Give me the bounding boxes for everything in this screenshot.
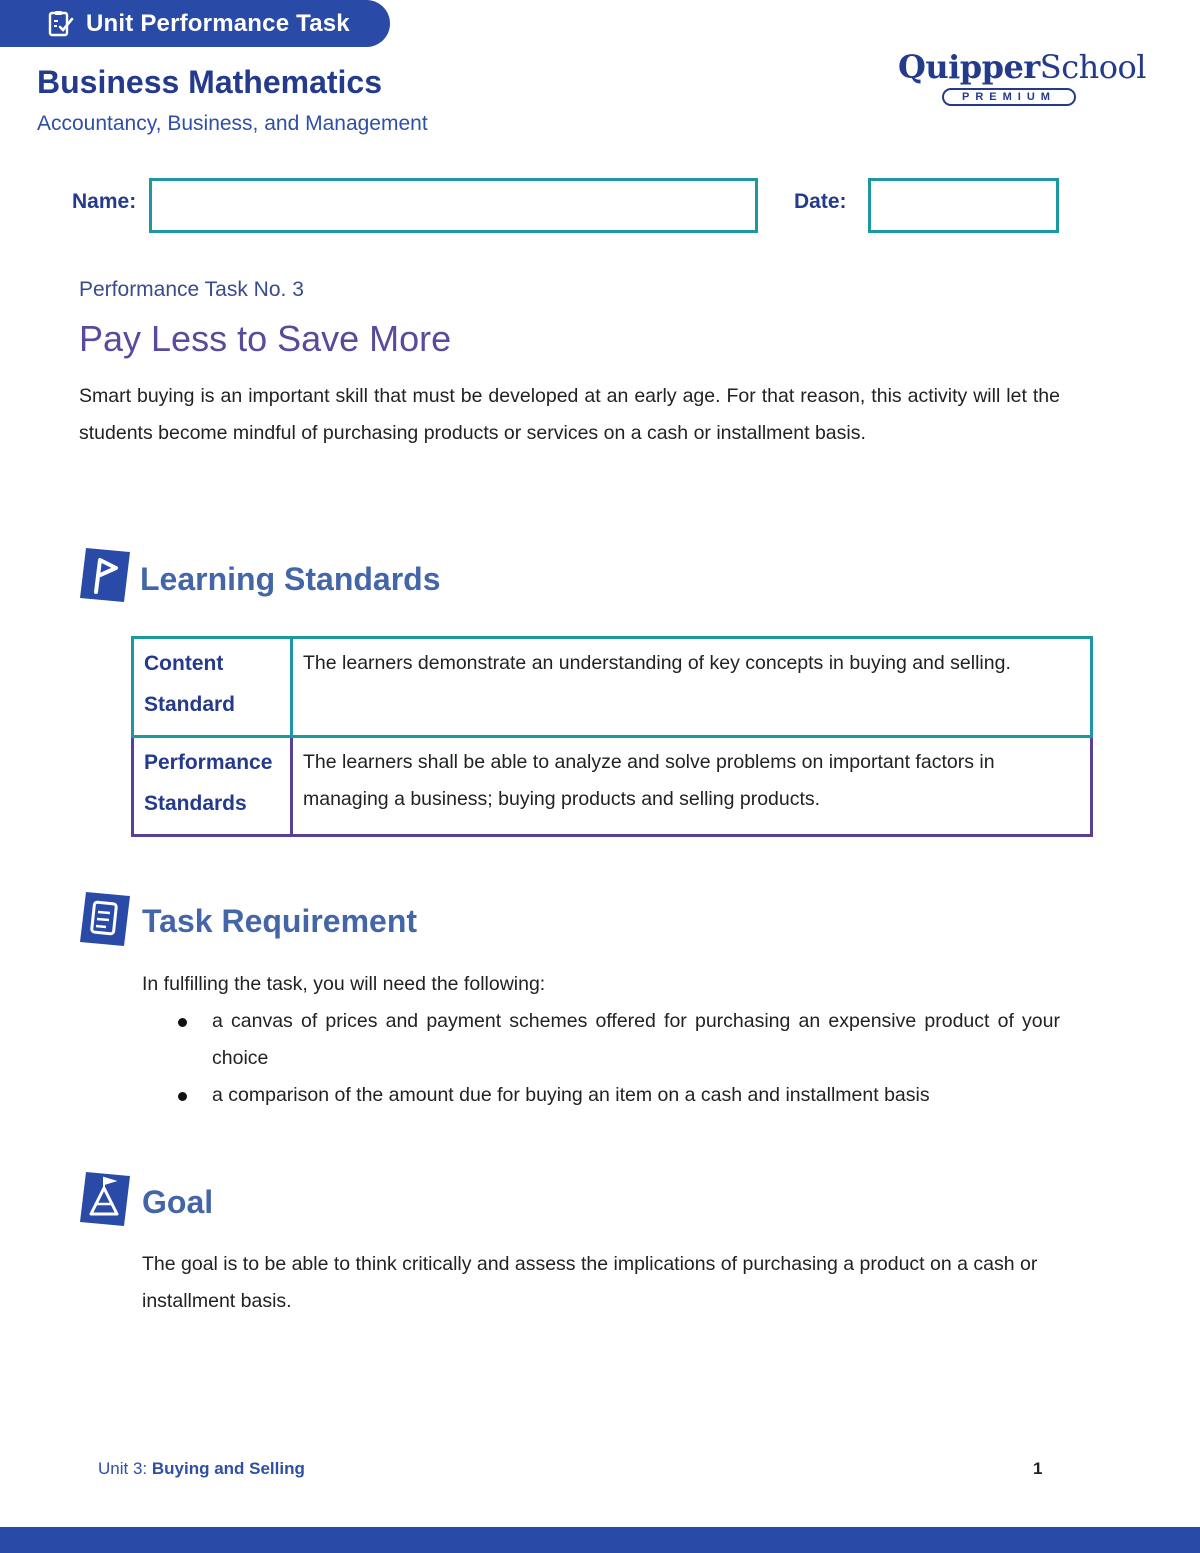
list-item [142,1077,1060,1114]
performance-standards-label: Performance Standards [133,737,292,836]
table-row [133,737,1092,836]
name-label: Name: [72,190,137,213]
name-field[interactable] [149,178,758,233]
task-intro: Smart buying is an important skill that must be developed at an early age. For that reason, this activity will let the students become mindful of purchasing products or services on a cash or installment basis. [79,385,1060,444]
unit-performance-task-tab [0,0,390,47]
content-standard-label: Content Standard [133,638,292,737]
requirement-list [142,1003,1060,1114]
table-row [133,638,1092,737]
strand-subtitle: Accountancy, Business, and Management [37,112,428,135]
footer-unit-prefix: Unit 3: [98,1459,152,1478]
learning-standards-table [131,636,1093,837]
date-field[interactable] [868,178,1059,233]
performance-standards-text: The learners shall be able to analyze and solve problems on important factors in managing a business; buying products and selling products. [292,737,1092,836]
logo-premium-badge: PREMIUM [942,88,1076,106]
flag-icon [78,546,132,602]
goal-flag-icon [78,1170,132,1226]
task-title: Pay Less to Save More [79,318,452,359]
footer-unit-name: Buying and Selling [151,1459,305,1478]
learning-standards-heading: Learning Standards [140,561,441,597]
document-list-icon [78,890,132,946]
requirement-text: a canvas of prices and payment schemes offered for purchasing an expensive product of your choice [212,1010,1060,1069]
requirement-text: a comparison of the amount due for buying an item on a cash and installment basis [212,1084,930,1106]
footer-unit [98,1459,305,1479]
page-number: 1 [1033,1459,1043,1478]
content-standard-text: The learners demonstrate an understanding of key concepts in buying and selling. [292,638,1092,737]
logo-brand-bold: Quipper [898,48,1040,86]
task-requirement-heading: Task Requirement [142,903,418,939]
task-requirement-intro: In fulfilling the task, you will need the following: [142,973,546,995]
goal-heading: Goal [142,1184,214,1220]
subject-title: Business Mathematics [37,64,383,100]
bullet-icon [178,1092,187,1101]
date-label: Date: [794,190,847,213]
bullet-icon [178,1018,187,1027]
task-number: Performance Task No. 3 [79,278,304,301]
list-item [142,1003,1060,1077]
tab-label: Unit Performance Task [86,9,350,37]
clipboard-check-icon [46,10,74,38]
bottom-bar [0,1527,1200,1553]
goal-text: The goal is to be able to think critically and assess the implications of purchasing a product on a cash or installment basis. [142,1253,1038,1312]
task-requirement-body [142,966,1060,1114]
logo-brand-regular: School [1039,48,1146,86]
quipper-school-logo [898,48,1146,106]
